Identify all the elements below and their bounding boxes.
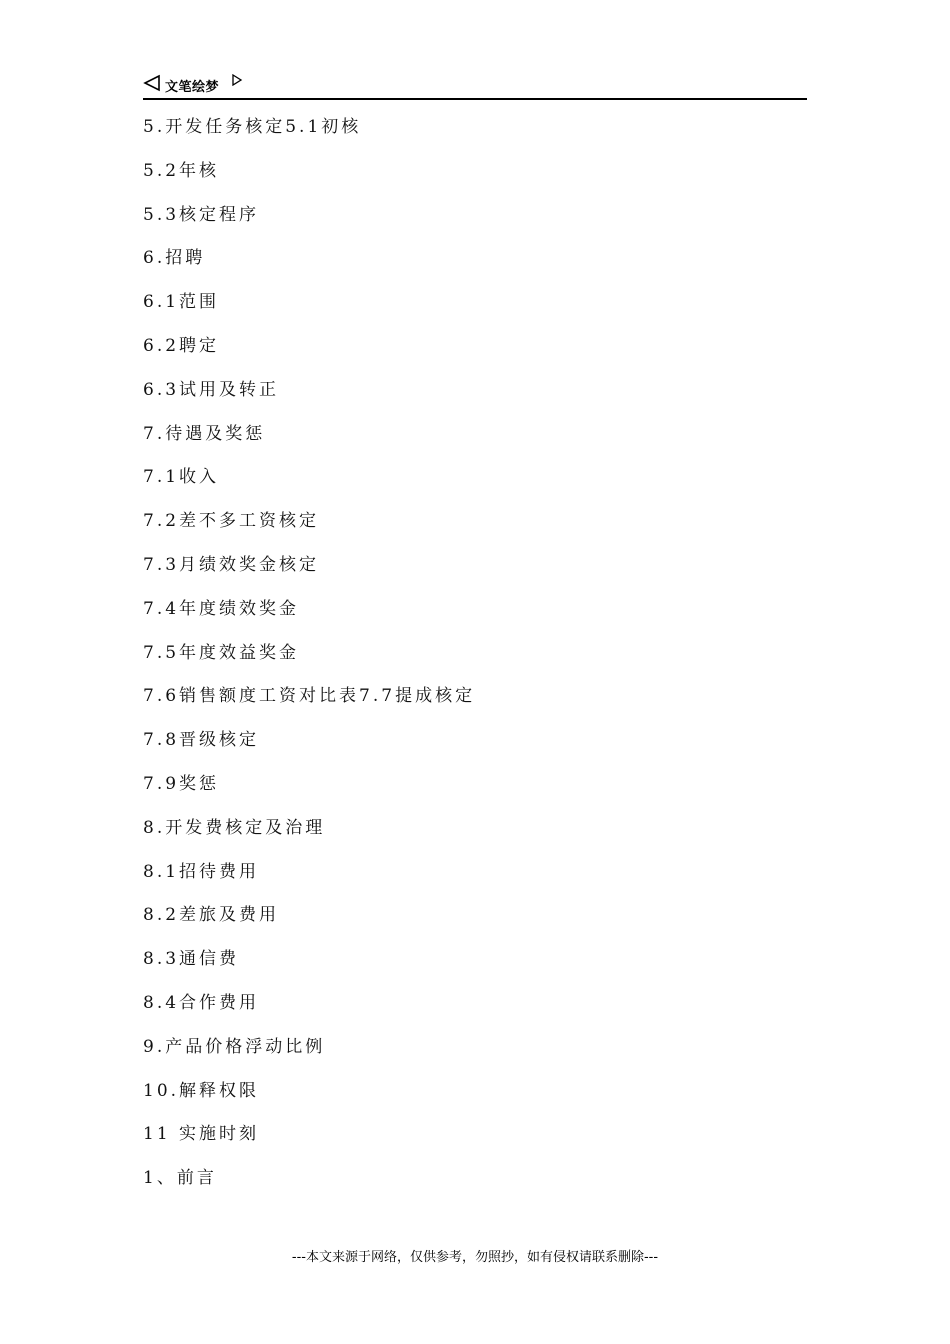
toc-item: 6.1范围 — [143, 292, 220, 313]
toc-item: 8.开发费核定及治理 — [143, 817, 326, 838]
toc-item: 7.5年度效益奖金 — [143, 642, 300, 663]
toc-item: 7.4年度绩效奖金 — [143, 598, 300, 619]
toc-item: 6.2聘定 — [143, 335, 220, 356]
toc-item: 5.2年核 — [143, 160, 220, 181]
toc-item: 8.2差旅及费用 — [143, 905, 280, 926]
toc-item: 1、前言 — [143, 1168, 217, 1189]
toc-item: 9.产品价格浮动比例 — [143, 1036, 326, 1057]
page-header — [143, 72, 807, 100]
toc-item: 7.8晋级核定 — [143, 730, 260, 751]
left-triangle-icon — [143, 74, 161, 92]
toc-item: 7.6销售额度工资对比表7.7提成核定 — [143, 686, 476, 707]
toc-item: 6.3试用及转正 — [143, 379, 280, 400]
toc-item: 7.2差不多工资核定 — [143, 511, 320, 532]
toc-item: 7.3月绩效奖金核定 — [143, 554, 320, 575]
toc-item: 11 实施时刻 — [143, 1124, 260, 1145]
page-footer: ---本文来源于网络，仅供参考，勿照抄，如有侵权请联系删除--- — [291, 1250, 659, 1265]
toc-item: 7.9奖惩 — [143, 773, 220, 794]
toc-item: 10.解释权限 — [143, 1080, 260, 1101]
right-triangle-icon — [231, 74, 243, 86]
toc-item: 6.招聘 — [143, 248, 206, 269]
toc-item: 7.待遇及奖惩 — [143, 423, 266, 444]
toc-item: 8.4合作费用 — [143, 992, 260, 1013]
table-of-contents — [143, 115, 475, 1210]
toc-item: 5.3核定程序 — [143, 204, 260, 225]
toc-item: 8.3通信费 — [143, 949, 240, 970]
toc-item: 8.1招待费用 — [143, 861, 260, 882]
toc-item: 5.开发任务核定5.1初核 — [143, 117, 362, 137]
header-brand: 文笔绘梦 — [165, 80, 220, 95]
toc-item: 7.1收入 — [143, 467, 220, 488]
